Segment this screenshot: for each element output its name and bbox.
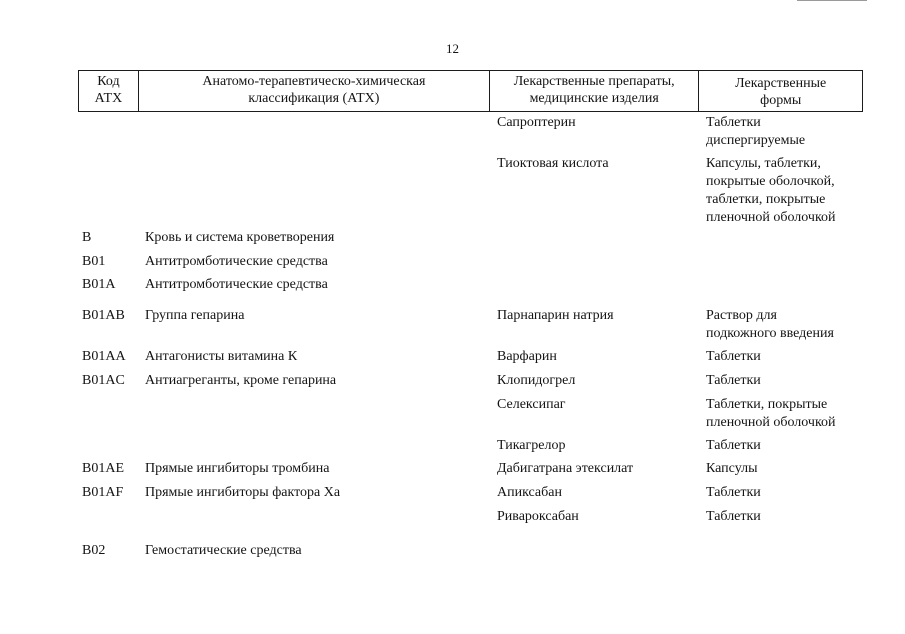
row-drug: Парнапарин натрия [497,308,614,323]
row-drug: Тикагрелор [497,438,566,453]
row-drug: Селексипаг [497,397,566,412]
row-atc: Прямые ингибиторы тромбина [145,461,330,476]
row-code: B01AA [82,349,126,364]
row-form: Таблетки [706,373,761,388]
row-drug: Ривароксабан [497,509,579,524]
row-code: B01A [82,277,116,292]
row-atc: Антиагреганты, кроме гепарина [145,373,337,388]
row-drug: Апиксабан [497,485,562,500]
header-drugs: Лекарственные препараты, медицинские изделия [490,71,699,111]
table-header [78,70,863,112]
row-form: Капсулы [706,461,758,476]
row-drug: Варфарин [497,349,557,364]
row-code: B [82,230,92,245]
row-atc: Прямые ингибиторы фактора Xa [145,485,341,500]
row-form: Таблетки [706,438,761,453]
row-atc: Антитромботические средства [145,277,328,292]
row-form: Таблетки [706,509,761,524]
row-atc: Кровь и система кроветворения [145,230,335,245]
row-form: Таблетки диспергируемые [706,115,806,148]
row-atc: Антитромботические средства [145,254,328,269]
row-code: B01AE [82,461,124,476]
row-drug: Тиоктовая кислота [497,156,609,171]
row-atc: Антагонисты витамина К [145,349,298,364]
row-form: Раствор для подкожного введения [706,308,834,341]
header-code: Код АТХ [79,71,139,111]
row-code: B01AF [82,485,124,500]
row-drug: Дабигатрана этексилат [497,461,634,476]
row-code: B01AB [82,308,125,323]
page-number: 12 [446,41,459,56]
row-form: Капсулы, таблетки, покрытые оболочкой, таблетки, покрытые пленочной оболочкой [706,156,836,225]
header-atc-classification: Анатомо-терапевтическо-химическая классификация (АТХ) [139,71,490,111]
row-form: Таблетки [706,349,761,364]
row-form: Таблетки [706,485,761,500]
row-atc: Гемостатические средства [145,543,302,558]
row-atc: Группа гепарина [145,308,245,323]
top-edge-rule [797,0,867,1]
row-drug: Сапроптерин [497,115,576,130]
row-code: B01 [82,254,106,269]
row-drug: Клопидогрел [497,373,576,388]
row-code: B02 [82,543,106,558]
row-code: B01AC [82,373,125,388]
row-form: Таблетки, покрытые пленочной оболочкой [706,397,836,430]
header-dosage-forms: Лекарственные формы [735,76,827,108]
